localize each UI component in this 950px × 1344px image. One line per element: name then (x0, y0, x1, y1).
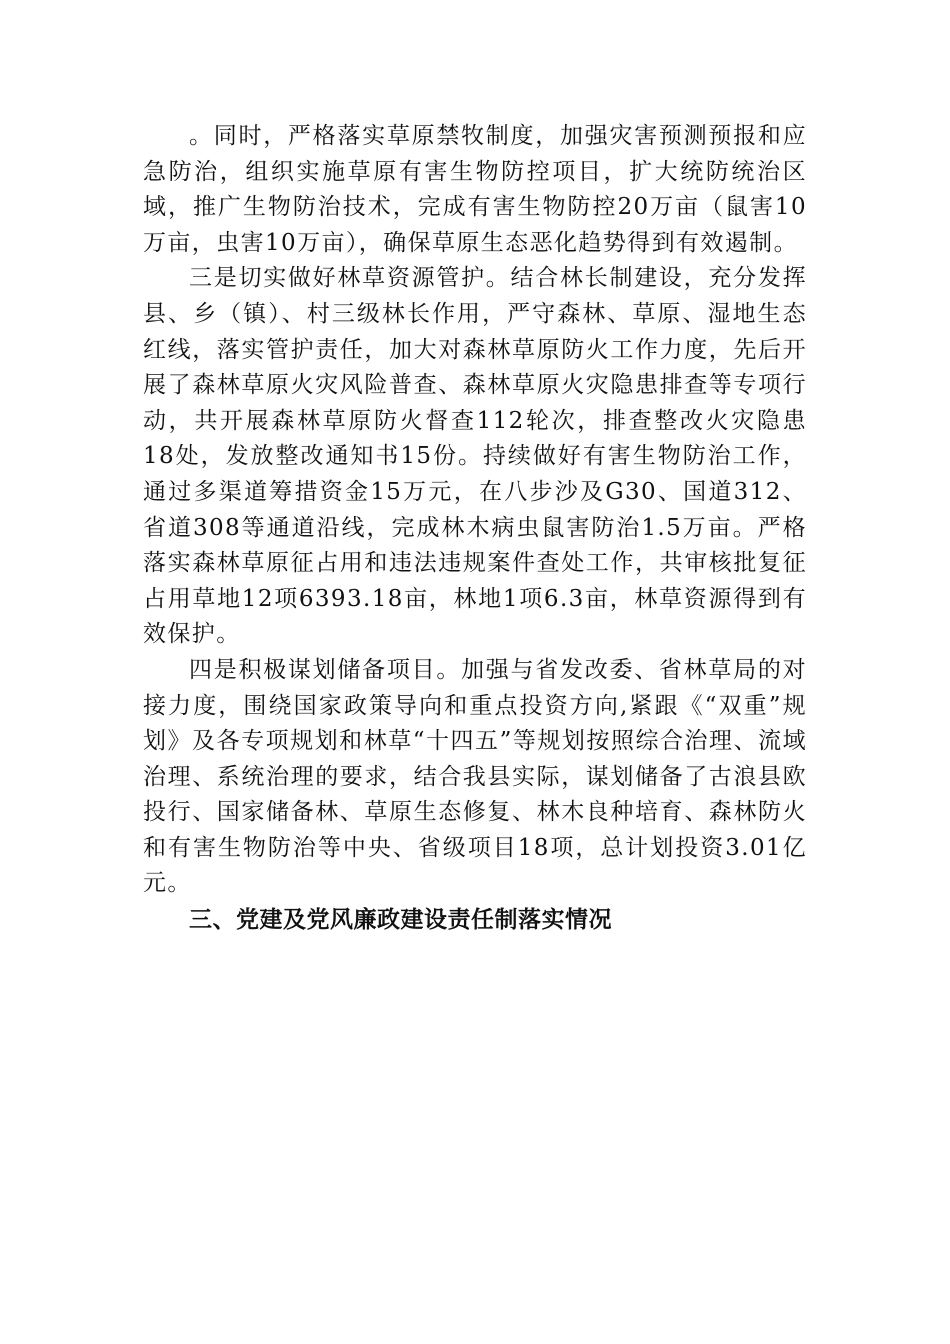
paragraph-grassland-protection: 。同时，严格落实草原禁牧制度，加强灾害预测预报和应急防治，组织实施草原有害生物防控项目，扩大统防统治区域，推广生物防治技术，完成有害生物防控20万亩（鼠害10万亩，虫害10万亩），确保草原生态恶化趋势得到有效遏制。 (143, 123, 807, 256)
paragraph-project-reserve: 四是积极谋划储备项目。加强与省发改委、省林草局的对接力度，围绕国家政策导向和重点投资方向,紧跟《“双重”规划》及各专项规划和林草“十四五”等规划按照综合治理、流域治理、系统治理的要求，结合我县实际，谋划储备了古浪县欧投行、国家储备林、草原生态修复、林木良种培育、森林防火和有害生物防治等中央、省级项目18项，总计划投资3.01亿元。 (143, 656, 807, 897)
document-body (143, 119, 807, 938)
paragraph-forest-grass-management: 三是切实做好林草资源管护。结合林长制建设，充分发挥县、乡（镇）、村三级林长作用，严守森林、草原、湿地生态红线，落实管护责任，加大对森林草原防火工作力度，先后开展了森林草原火灾风险普查、森林草原火灾隐患排查等专项行动，共开展森林草原防火督查112轮次，排查整改火灾隐患18处，发放整改通知书15份。持续做好有害生物防治工作，通过多渠道筹措资金15万元，在八步沙及G30、国道312、省道308等通道沿线，完成林木病虫鼠害防治1.5万亩。严格落实森林草原征占用和违法违规案件查处工作，共审核批复征占用草地12项6393.18亩，林地1项6.3亩，林草资源得到有效保护。 (143, 265, 807, 648)
section-heading: 三、党建及党风廉政建设责任制落实情况 (189, 907, 612, 934)
